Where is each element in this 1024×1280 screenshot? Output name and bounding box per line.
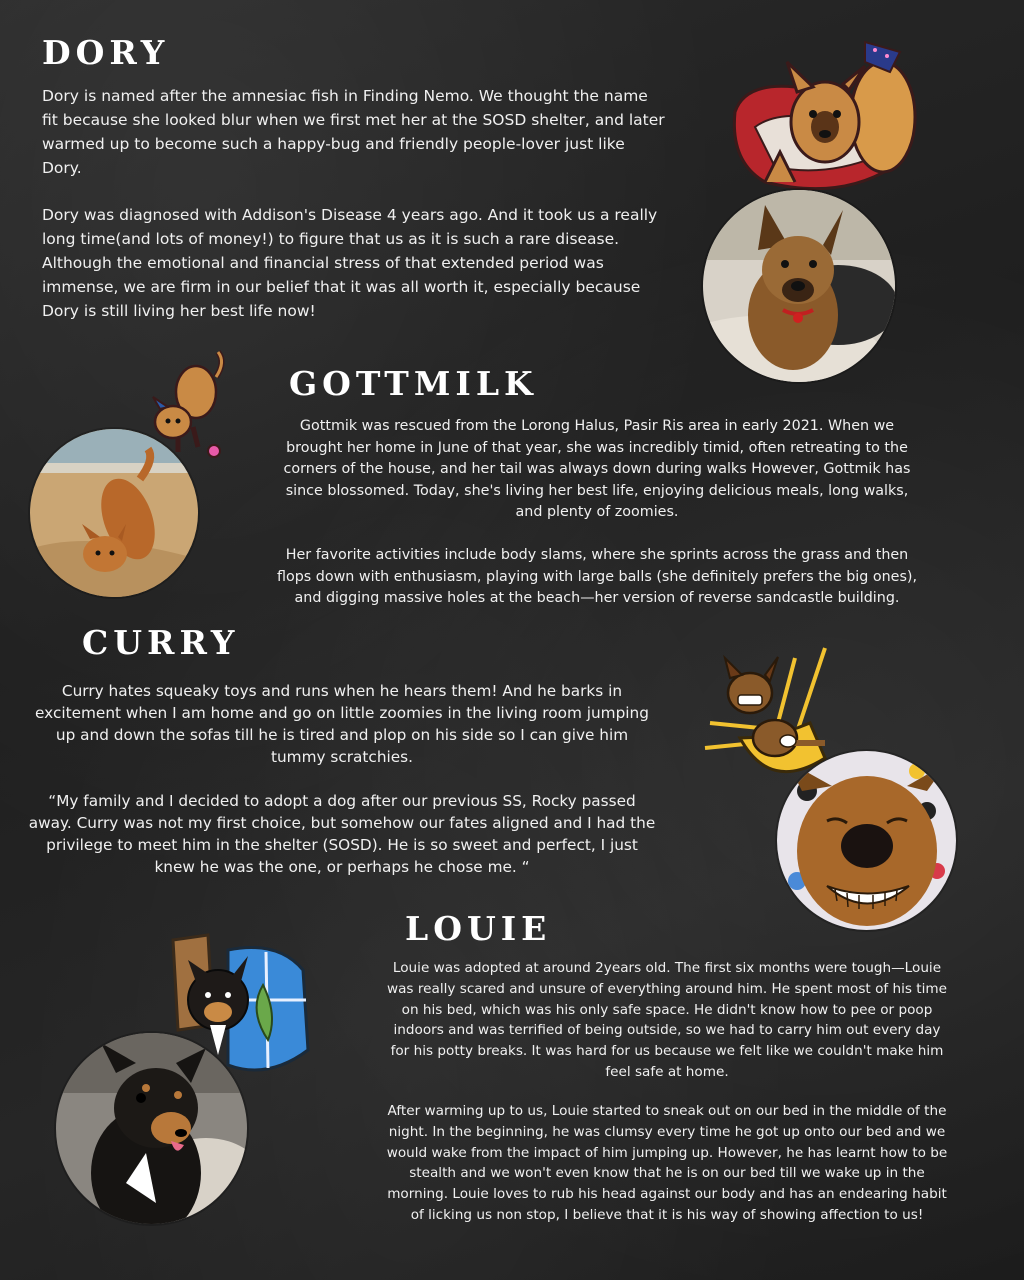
dory-sticker-illustration: [725, 32, 925, 207]
louie-paragraph-1: Louie was adopted at around 2years old. The first six months were tough—Louie was really scared and unsure of everything around him. He spent most of his time on his bed, which was his only safe space. He didn't know how to pee or poop indoors and was terrified of being outside, so we had to carry him out every day for his potty breaks. It was hard for us because we felt like we couldn't make him feel safe at home.: [386, 960, 948, 1080]
louie-title: LOUIE: [405, 909, 552, 948]
louie-photo: [56, 1033, 247, 1224]
louie-paragraph-2: After warming up to us, Louie started to sneak out on our bed in the middle of the night. In the beginning, he was clumsy every time he got up onto our bed and we would wake from the impact of him jumping up. However, he has learnt how to be stealth and we won't even know that he is on our bed till we wake up in the morning. Louie loves to rub his head against our body and has an endearing habit of licking us non stop, I believe that it is his way of showing affection to us!: [386, 1103, 948, 1223]
curry-paragraph-1: Curry hates squeaky toys and runs when he hears them! And he barks in excitement when I am home and go on little zoomies in the living room jumping up and down the sofas till he is tired and plop on his side so I can give him tummy scratchies.: [35, 682, 649, 766]
gottmilk-paragraph-1: Gottmik was rescued from the Lorong Halus, Pasir Ris area in early 2021. When we brought her home in June of that year, she was incredibly timid, often retreating to the corners of the house, and her tail was always down during walks However, Gottmik has since blossomed. Today, she's living her best life, enjoying delicious meals, long walks, and plenty of zoomies.: [283, 418, 911, 520]
gottmilk-title: GOTTMILK: [289, 364, 538, 403]
curry-paragraph-2: “My family and I decided to adopt a dog after our previous SS, Rocky passed away. Curry was not my first choice, but somehow our fates aligned and I had the privilege to meet him in the shelter (SOSD). He is so sweet and perfect, I just knew he was the one, or perhaps he chose me. “: [28, 792, 656, 876]
dory-paragraph-1: Dory is named after the amnesiac fish in Finding Nemo. We thought the name fit because she looked blur when we first met her at the SOSD shelter, and later warmed up to become such a happy-bug and friendly people-lover just like Dory.: [42, 87, 665, 177]
gottmilk-paragraph-2: Her favorite activities include body slams, where she sprints across the grass and then flops down with enthusiasm, playing with large balls (she definitely prefers the big ones), and digging massive holes at the beach—her version of reverse sandcastle building.: [276, 547, 918, 606]
gottmilk-photo: [30, 429, 198, 597]
curry-title: CURRY: [82, 623, 240, 662]
dory-photo: [703, 190, 895, 382]
dory-title: DORY: [42, 33, 170, 72]
dory-paragraph-2: Dory was diagnosed with Addison's Disease 4 years ago. And it took us a really long time(and lots of money!) to figure that us as it is such a rare disease. Although the emotional and financial stress of that extended period was immense, we are firm in our belief that it was all worth it, especially because Dory is still living her best life now!: [42, 206, 658, 320]
curry-photo: [777, 751, 956, 930]
